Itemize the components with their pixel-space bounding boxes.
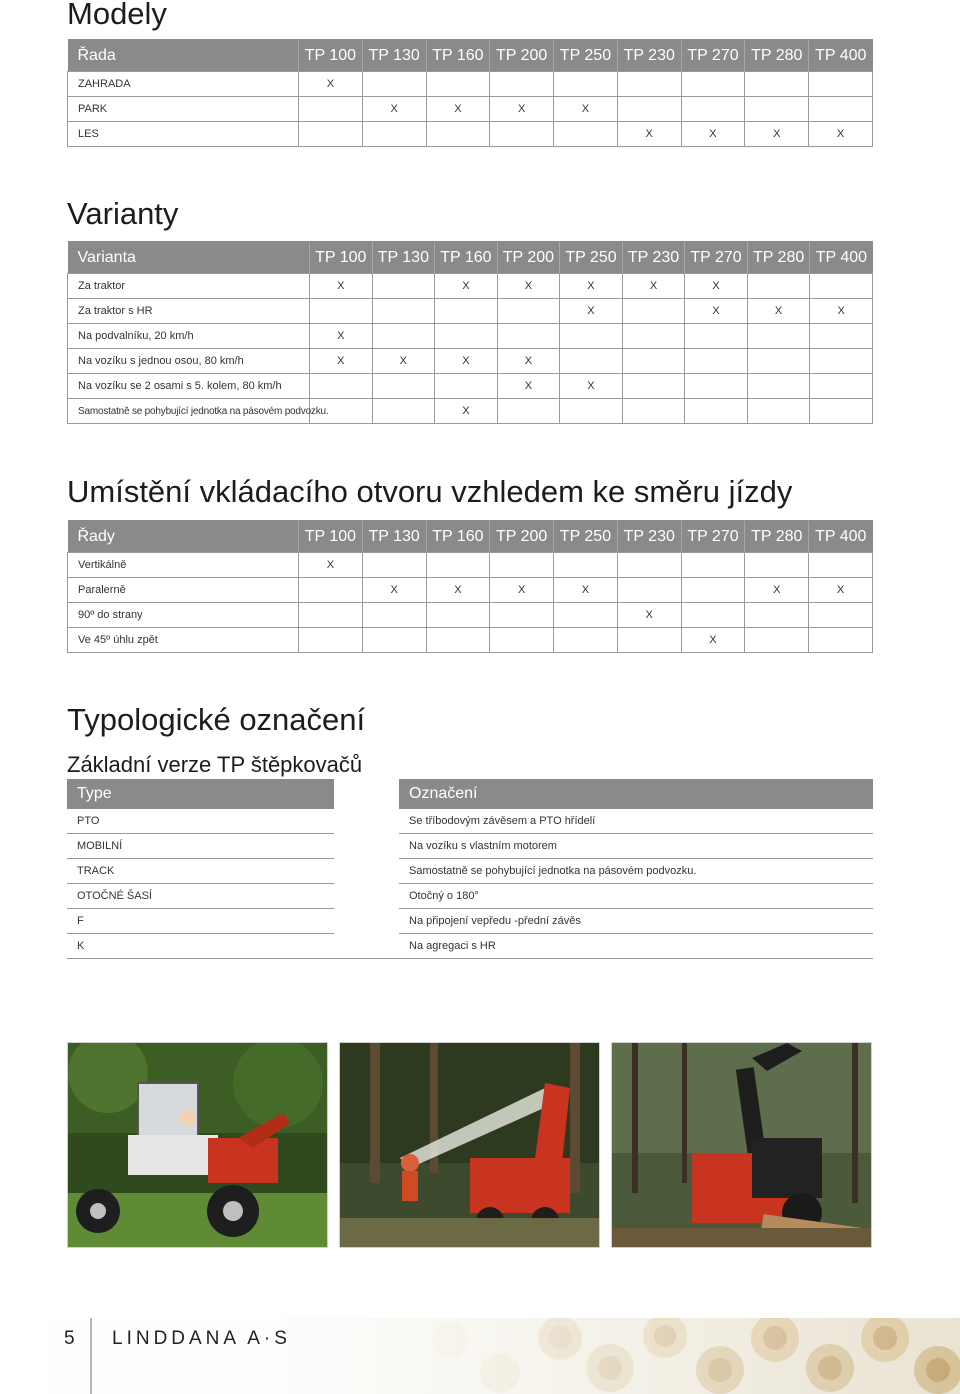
table-row [67, 809, 873, 834]
table-row [68, 122, 873, 147]
table-cell [310, 374, 373, 399]
table-cell [810, 274, 873, 299]
variants-table [67, 241, 873, 424]
table-cell: X [435, 399, 498, 424]
table-cell [747, 349, 810, 374]
placement-col-header: TP 400 [809, 521, 873, 553]
table-cell [362, 628, 426, 653]
type-cell: K [67, 934, 334, 959]
row-label: ZAHRADA [68, 72, 299, 97]
table-cell [310, 299, 373, 324]
table-cell [372, 274, 435, 299]
table-cell [745, 72, 809, 97]
table-cell: X [497, 349, 560, 374]
column-gap [334, 934, 399, 959]
typology-header-row [67, 779, 873, 809]
chipper-in-forest-photo [339, 1042, 600, 1248]
models-table [67, 39, 873, 147]
table-cell: X [685, 299, 748, 324]
variants-col-header: TP 100 [310, 242, 373, 274]
models-header-row [68, 40, 873, 72]
table-cell: X [490, 578, 554, 603]
table-cell [747, 324, 810, 349]
placement-col-header: TP 100 [299, 521, 363, 553]
row-label: Za traktor s HR [68, 299, 310, 324]
row-label: LES [68, 122, 299, 147]
table-cell: X [745, 578, 809, 603]
table-cell: X [362, 97, 426, 122]
page-number: 5 [64, 1328, 75, 1349]
table-cell [554, 628, 618, 653]
table-cell [426, 553, 490, 578]
table-cell [435, 324, 498, 349]
row-label: Paralerně [68, 578, 299, 603]
placement-header-row [68, 521, 873, 553]
table-cell [681, 603, 745, 628]
table-cell [372, 374, 435, 399]
table-cell [426, 72, 490, 97]
row-label: Na vozíku se 2 osami s 5. kolem, 80 km/h [68, 374, 310, 399]
table-cell [362, 72, 426, 97]
table-cell: X [554, 97, 618, 122]
table-cell: X [435, 274, 498, 299]
table-cell: X [426, 97, 490, 122]
table-cell [372, 324, 435, 349]
table-cell [497, 399, 560, 424]
type-cell: TRACK [67, 859, 334, 884]
variants-col-header: TP 230 [622, 242, 685, 274]
variants-col-header: TP 280 [747, 242, 810, 274]
column-gap [334, 909, 399, 934]
table-cell [809, 628, 873, 653]
table-row [68, 553, 873, 578]
table-cell [299, 122, 363, 147]
table-cell: X [497, 274, 560, 299]
placement-col-header: TP 250 [554, 521, 618, 553]
models-col-header: TP 400 [809, 40, 873, 72]
table-cell [554, 553, 618, 578]
typology-table [67, 779, 873, 959]
table-cell [745, 628, 809, 653]
table-cell [490, 628, 554, 653]
table-cell [681, 553, 745, 578]
section-title-placement: Umístění vkládacího otvoru vzhledem ke směru jízdy [67, 474, 793, 509]
table-cell: X [299, 553, 363, 578]
placement-col-header: TP 200 [490, 521, 554, 553]
typology-col-designation: Označení [399, 779, 873, 809]
table-cell [681, 72, 745, 97]
table-cell [299, 603, 363, 628]
designation-cell: Na vozíku s vlastním motorem [399, 834, 873, 859]
table-cell [622, 324, 685, 349]
table-row [68, 349, 873, 374]
placement-col-header: TP 270 [681, 521, 745, 553]
column-gap [334, 859, 399, 884]
table-cell [685, 399, 748, 424]
table-row [67, 884, 873, 909]
table-cell [490, 72, 554, 97]
table-cell [622, 374, 685, 399]
column-gap [334, 779, 399, 809]
table-row [68, 628, 873, 653]
table-row [68, 399, 873, 424]
table-cell [810, 374, 873, 399]
table-cell [560, 399, 623, 424]
table-cell [560, 349, 623, 374]
table-cell: X [310, 274, 373, 299]
table-cell [810, 324, 873, 349]
table-cell [372, 399, 435, 424]
type-cell: F [67, 909, 334, 934]
models-header-label: Řada [68, 40, 299, 72]
models-col-header: TP 200 [490, 40, 554, 72]
table-cell: X [435, 349, 498, 374]
table-cell: X [310, 349, 373, 374]
row-label: Samostatně se pohybující jednotka na pásovém podvozku. [68, 399, 310, 424]
table-cell: X [560, 374, 623, 399]
table-cell [617, 578, 681, 603]
table-row [68, 274, 873, 299]
table-cell: X [681, 122, 745, 147]
table-cell [372, 299, 435, 324]
table-cell: X [310, 324, 373, 349]
table-cell [810, 349, 873, 374]
typology-col-type: Type [67, 779, 334, 809]
models-col-header: TP 100 [299, 40, 363, 72]
table-cell [435, 299, 498, 324]
table-cell [426, 122, 490, 147]
placement-col-header: TP 280 [745, 521, 809, 553]
table-cell: X [745, 122, 809, 147]
table-row [68, 374, 873, 399]
table-cell: X [490, 97, 554, 122]
table-cell: X [554, 578, 618, 603]
designation-cell: Na připojení vepředu -přední závěs [399, 909, 873, 934]
table-cell [490, 553, 554, 578]
variants-col-header: TP 130 [372, 242, 435, 274]
designation-cell: Otočný o 180° [399, 884, 873, 909]
table-row [67, 859, 873, 884]
table-cell [426, 628, 490, 653]
variants-col-header: TP 250 [560, 242, 623, 274]
table-cell: X [497, 374, 560, 399]
table-cell [685, 374, 748, 399]
table-cell [299, 628, 363, 653]
section-title-variants: Varianty [67, 196, 179, 231]
table-cell: X [362, 578, 426, 603]
table-cell: X [747, 299, 810, 324]
table-cell [622, 399, 685, 424]
brand-name: LINDDANA A·S [112, 1328, 291, 1349]
table-cell [745, 97, 809, 122]
table-row [67, 834, 873, 859]
variants-col-header: TP 160 [435, 242, 498, 274]
models-col-header: TP 280 [745, 40, 809, 72]
designation-cell: Samostatně se pohybující jednotka na pásovém podvozku. [399, 859, 873, 884]
designation-cell: Na agregaci s HR [399, 934, 873, 959]
table-row [68, 72, 873, 97]
table-cell: X [681, 628, 745, 653]
footer [0, 1318, 960, 1394]
designation-cell: Se tříbodovým závěsem a PTO hřídelí [399, 809, 873, 834]
table-cell [617, 628, 681, 653]
table-cell [747, 399, 810, 424]
table-cell [622, 299, 685, 324]
table-cell [554, 72, 618, 97]
placement-col-header: TP 130 [362, 521, 426, 553]
table-cell: X [617, 603, 681, 628]
section-title-typology: Typologické označení [67, 702, 366, 737]
table-cell [681, 578, 745, 603]
table-cell [362, 122, 426, 147]
table-cell [490, 603, 554, 628]
table-cell [362, 603, 426, 628]
table-cell [617, 97, 681, 122]
column-gap [334, 809, 399, 834]
placement-table [67, 520, 873, 653]
table-cell: X [372, 349, 435, 374]
table-row [67, 909, 873, 934]
type-cell: PTO [67, 809, 334, 834]
table-cell [809, 603, 873, 628]
row-label: 90º do strany [68, 603, 299, 628]
table-cell: X [560, 299, 623, 324]
table-cell [426, 603, 490, 628]
table-cell: X [617, 122, 681, 147]
table-cell [810, 399, 873, 424]
section-subtitle-typology: Základní verze TP štěpkovačů [67, 752, 363, 777]
row-label: Na podvalníku, 20 km/h [68, 324, 310, 349]
column-gap [334, 884, 399, 909]
table-cell [299, 578, 363, 603]
table-cell [685, 324, 748, 349]
variants-header-label: Varianta [68, 242, 310, 274]
type-cell: MOBILNÍ [67, 834, 334, 859]
table-cell: X [809, 578, 873, 603]
table-cell [747, 374, 810, 399]
table-cell: X [809, 122, 873, 147]
variants-col-header: TP 400 [810, 242, 873, 274]
column-gap [334, 834, 399, 859]
table-cell: X [685, 274, 748, 299]
table-cell [490, 122, 554, 147]
variants-col-header: TP 200 [497, 242, 560, 274]
table-cell: X [810, 299, 873, 324]
row-label: Za traktor [68, 274, 310, 299]
table-cell [809, 97, 873, 122]
table-cell [809, 553, 873, 578]
table-cell [809, 72, 873, 97]
tracked-chipper-photo [611, 1042, 872, 1248]
row-label: Na vozíku s jednou osou, 80 km/h [68, 349, 310, 374]
variants-header-row [68, 242, 873, 274]
models-col-header: TP 130 [362, 40, 426, 72]
table-cell [435, 374, 498, 399]
table-cell [617, 553, 681, 578]
row-label: Ve 45º úhlu zpět [68, 628, 299, 653]
table-cell [362, 553, 426, 578]
table-cell [299, 97, 363, 122]
row-label: PARK [68, 97, 299, 122]
models-col-header: TP 250 [554, 40, 618, 72]
table-cell [681, 97, 745, 122]
row-label: Vertikálně [68, 553, 299, 578]
placement-col-header: TP 230 [617, 521, 681, 553]
table-cell [745, 603, 809, 628]
models-col-header: TP 230 [617, 40, 681, 72]
table-cell [560, 324, 623, 349]
models-col-header: TP 270 [681, 40, 745, 72]
tractor-chipper-photo [67, 1042, 328, 1248]
table-cell: X [622, 274, 685, 299]
table-cell [685, 349, 748, 374]
table-cell: X [299, 72, 363, 97]
table-cell [554, 603, 618, 628]
table-row [68, 603, 873, 628]
section-title-models: Modely [67, 0, 167, 31]
table-cell [554, 122, 618, 147]
table-row [68, 324, 873, 349]
table-cell: X [560, 274, 623, 299]
table-row [68, 299, 873, 324]
table-cell [617, 72, 681, 97]
table-cell [497, 299, 560, 324]
placement-header-label: Řady [68, 521, 299, 553]
table-cell: X [426, 578, 490, 603]
table-row [67, 934, 873, 959]
variants-col-header: TP 270 [685, 242, 748, 274]
type-cell: OTOČNÉ ŠASÍ [67, 884, 334, 909]
table-cell [622, 349, 685, 374]
placement-col-header: TP 160 [426, 521, 490, 553]
models-col-header: TP 160 [426, 40, 490, 72]
table-row [68, 578, 873, 603]
table-row [68, 97, 873, 122]
table-cell [497, 324, 560, 349]
table-cell [745, 553, 809, 578]
table-cell [747, 274, 810, 299]
